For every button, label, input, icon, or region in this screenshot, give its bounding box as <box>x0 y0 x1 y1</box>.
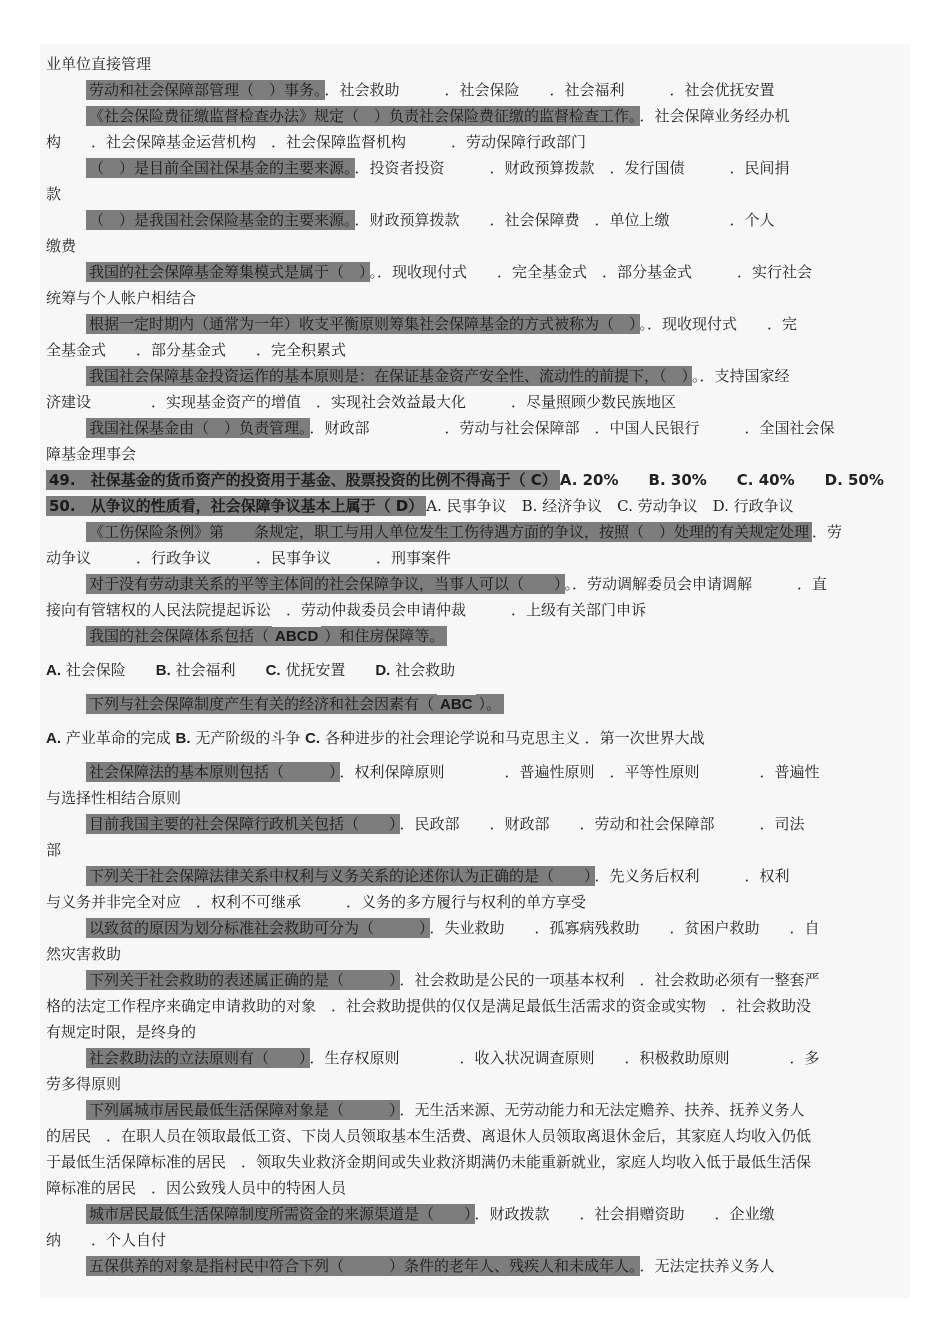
highlighted-question: 下列与社会保障制度产生有关的经济和社会因素有（ <box>86 694 437 714</box>
answer-options: 业单位直接管理 <box>46 55 152 73</box>
answer-options: 社会救助 <box>390 661 456 679</box>
text-line <box>46 811 908 837</box>
highlighted-question: 下列关于社会救助的表述属正确的是（ ） <box>86 970 400 990</box>
answer-options: 障基金理事会 <box>46 445 137 463</box>
text-line <box>46 337 908 363</box>
text-line <box>46 1019 908 1045</box>
answer-options: 纳 ．个人自付 <box>46 1231 167 1249</box>
answer-options: 与选择性相结合原则 <box>46 789 182 807</box>
answer-options: C. <box>305 730 321 747</box>
highlighted-question: 根据一定时期内（通常为一年）收支平衡原则筹集社会保障基金的方式被称为（ ） <box>86 314 640 334</box>
answer-options: ．失业救助 ．孤寡病残救助 ．贫困户救助 ．自 <box>429 919 820 937</box>
text-line <box>46 1123 908 1149</box>
answer-options: ．先义务后权利 ．权利 <box>594 867 790 885</box>
highlighted-question: 我国社会保障基金投资运作的基本原则是：在保证基金资产安全性、流动性的前提下，（ ） <box>86 366 692 386</box>
highlighted-question: 目前我国主要的社会保障行政机关包括（ ） <box>86 814 400 834</box>
answer-options: 。．支持国家经 <box>692 367 790 385</box>
text-line <box>46 993 908 1019</box>
highlighted-question: 50. 从争议的性质看，社会保障争议基本上属于（ D） <box>46 496 426 516</box>
text-line <box>46 691 908 717</box>
answer-options: 产业革命的完成 <box>61 729 176 747</box>
text-line <box>46 207 908 233</box>
text-line <box>46 181 908 207</box>
text-line <box>46 545 908 571</box>
answer-options: A. 民事争议 B. 经济争议 C. 劳动争议 D. 行政争议 <box>426 497 794 515</box>
answer-options: ．社会救助是公民的一项基本权利 ．社会救助必须有一整套严 <box>399 971 820 989</box>
answer-options: ．权利保障原则 ．普遍性原则 ．平等性原则 ．普遍性 <box>339 763 820 781</box>
highlighted-question: （ ）是我国社会保险基金的主要来源。 <box>86 210 355 230</box>
highlighted-question: ABCD <box>272 627 321 646</box>
highlighted-question: 《工伤保险条例》第 条规定，职工与用人单位发生工伤待遇方面的争议，按照（ ）处理的有关规定处理 <box>86 522 812 542</box>
answer-options: A. 20% B. 30% C. 40% D. 50% <box>559 471 884 489</box>
text-line <box>46 1097 908 1123</box>
answer-options: ．投资者投资 ．财政预算拨款 ．发行国债 ．民间捐 <box>354 159 790 177</box>
highlighted-question: 以致贫的原因为划分标准社会救助可分为（ ） <box>86 918 430 938</box>
highlighted-question: 《社会保险费征缴监督检查办法》规定（ ）负责社会保险费征缴的监督检查工作。 <box>86 106 640 126</box>
highlighted-question: 我国社保基金由（ ）负责管理。 <box>86 418 310 438</box>
answer-options: ．生存权原则 ．收入状况调查原则 ．积极救助原则 ．多 <box>309 1049 820 1067</box>
document-text <box>46 51 908 1279</box>
text-line <box>46 941 908 967</box>
text-line <box>46 103 908 129</box>
answer-options: 构 ．社会保障基金运营机构 ．社会保障监督机构 ．劳动保障行政部门 <box>46 133 587 151</box>
text-line <box>46 389 908 415</box>
text-line <box>46 363 908 389</box>
text-line <box>46 1227 908 1253</box>
answer-options: D. <box>375 662 391 679</box>
text-line <box>46 77 908 103</box>
answer-options: ．财政拨款 ．社会捐赠资助 ．企业缴 <box>474 1205 775 1223</box>
answer-options: 部 <box>46 841 62 859</box>
text-line <box>46 1071 908 1097</box>
text-line <box>46 571 908 597</box>
highlighted-question: ）。 <box>476 694 505 714</box>
text-line <box>46 889 908 915</box>
highlighted-question: 社会保障法的基本原则包括（ ） <box>86 762 340 782</box>
highlighted-question: 下列关于社会保障法律关系中权利与义务关系的论述你认为正确的是（ ） <box>86 866 595 886</box>
highlighted-question: 对于没有劳动隶关系的平等主体间的社会保障争议，当事人可以（ ） <box>86 574 565 594</box>
answer-options: 无产阶级的斗争 <box>190 729 306 747</box>
text-line <box>46 467 908 493</box>
text-line <box>46 233 908 259</box>
answer-options: 与义务并非完全对应 ．权利不可继承 ．义务的多方履行与权利的单方享受 <box>46 893 587 911</box>
text-line <box>46 915 908 941</box>
answer-options: B. <box>175 730 191 747</box>
text-line <box>46 259 908 285</box>
highlighted-question: 下列属城市居民最低生活保障对象是（ ） <box>86 1100 400 1120</box>
answer-options: C. <box>265 662 281 679</box>
answer-options: 优抚安置 <box>280 661 376 679</box>
text-line <box>46 1149 908 1175</box>
answer-options: ．社会救助 ．社会保险 ．社会福利 ．社会优抚安置 <box>324 81 775 99</box>
text-line <box>46 1175 908 1201</box>
answer-options: 统筹与个人帐户相结合 <box>46 289 197 307</box>
answer-options: 的居民 ．在职人员在领取最低工资、下岗人员领取基本生活费、离退休人员领取离退休金后，其家庭人均收入仍低 <box>46 1127 812 1145</box>
answer-options: 社会保险 <box>61 661 156 679</box>
text-line <box>46 415 908 441</box>
highlighted-question: 城市居民最低生活保障制度所需资金的来源渠道是（ ） <box>86 1204 475 1224</box>
text-line <box>46 1253 908 1279</box>
text-line <box>46 1045 908 1071</box>
text-line <box>46 285 908 311</box>
answer-options: 格的法定工作程序来确定申请救助的对象 ．社会救助提供的仅仅是满足最低生活需求的资金或实物 ．社会救助没 <box>46 997 812 1015</box>
answer-options: 各种进步的社会理论学说和马克思主义 ．第一次世界大战 <box>320 729 705 747</box>
text-line <box>46 967 908 993</box>
text-line <box>46 759 908 785</box>
text-line <box>46 51 908 77</box>
highlighted-question: 五保供养的对象是指村民中符合下列（ ）条件的老年人、残疾人和未成年人。 <box>86 1256 640 1276</box>
text-line <box>46 785 908 811</box>
answer-options: ．民政部 ．财政部 ．劳动和社会保障部 ．司法 <box>399 815 805 833</box>
highlighted-question: ABC <box>437 695 476 714</box>
answer-options: A. <box>46 730 61 747</box>
highlighted-question: ）和住房保障等。 <box>321 626 447 646</box>
text-line <box>46 623 908 649</box>
answer-options: 然灾害救助 <box>46 945 122 963</box>
answer-options: 社会福利 <box>170 661 266 679</box>
answer-options: ．无法定扶养义务人 <box>639 1257 775 1275</box>
answer-options: 于最低生活保障标准的居民 ．领取失业救济金期间或失业救济期满仍未能重新就业，家庭人均收入低于最低生活保 <box>46 1153 812 1171</box>
answer-options: B. <box>155 662 171 679</box>
answer-options: A. <box>46 662 61 679</box>
highlighted-question: （ ）是目前全国社保基金的主要来源。 <box>86 158 355 178</box>
highlighted-question: 我国的社会保障体系包括（ <box>86 626 272 646</box>
answer-options: 接向有管辖权的人民法院提起诉讼 ．劳动仲裁委员会申请仲裁 ．上级有关部门申诉 <box>46 601 647 619</box>
answer-options: 全基金式 ．部分基金式 ．完全积累式 <box>46 341 347 359</box>
answer-options: 障标准的居民 ．因公致残人员中的特困人员 <box>46 1179 347 1197</box>
answer-options: ．无生活来源、无劳动能力和无法定赡养、扶养、抚养义务人 <box>399 1101 805 1119</box>
answer-options: ．财政部 ．劳动与社会保障部 ．中国人民银行 ．全国社会保 <box>309 419 835 437</box>
text-line <box>46 1201 908 1227</box>
answer-options: 劳多得原则 <box>46 1075 122 1093</box>
highlighted-question: 49. 社保基金的货币资产的投资用于基金、股票投资的比例不得高于（ C） <box>46 470 560 490</box>
answer-options: ．社会保障业务经办机 <box>639 107 790 125</box>
highlighted-question: 社会救助法的立法原则有（ ） <box>86 1048 310 1068</box>
text-line <box>46 493 908 519</box>
answer-options: 。．现收现付式 ．完全基金式 ．部分基金式 ．实行社会 <box>369 263 813 281</box>
answer-options: 缴费 <box>46 237 77 255</box>
highlighted-question: 我国的社会保障基金筹集模式是属于（ ） <box>86 262 370 282</box>
text-line <box>46 129 908 155</box>
answer-options: 有规定时限，是终身的 <box>46 1023 197 1041</box>
answer-options: 动争议 ．行政争议 ．民事争议 ．刑事案件 <box>46 549 452 567</box>
answer-options: 。．劳动调解委员会申请调解 ．直 <box>564 575 828 593</box>
answer-options: 济建设 ．实现基金资产的增值 ．实现社会效益最大化 ．尽量照顾少数民族地区 <box>46 393 677 411</box>
text-line <box>46 725 908 751</box>
text-line <box>46 863 908 889</box>
text-line <box>46 519 908 545</box>
answer-options: 款 <box>46 185 62 203</box>
answer-options: ．财政预算拨款 ．社会保障费 ．单位上缴 ．个人 <box>354 211 775 229</box>
text-line <box>46 837 908 863</box>
text-line <box>46 155 908 181</box>
text-line <box>46 657 908 683</box>
text-line <box>46 597 908 623</box>
text-line <box>46 441 908 467</box>
text-line <box>46 311 908 337</box>
answer-options: 。．现收现付式 ．完 <box>639 315 798 333</box>
highlighted-question: 劳动和社会保障部管理（ ）事务。 <box>86 80 325 100</box>
answer-options: ．劳 <box>812 523 843 541</box>
